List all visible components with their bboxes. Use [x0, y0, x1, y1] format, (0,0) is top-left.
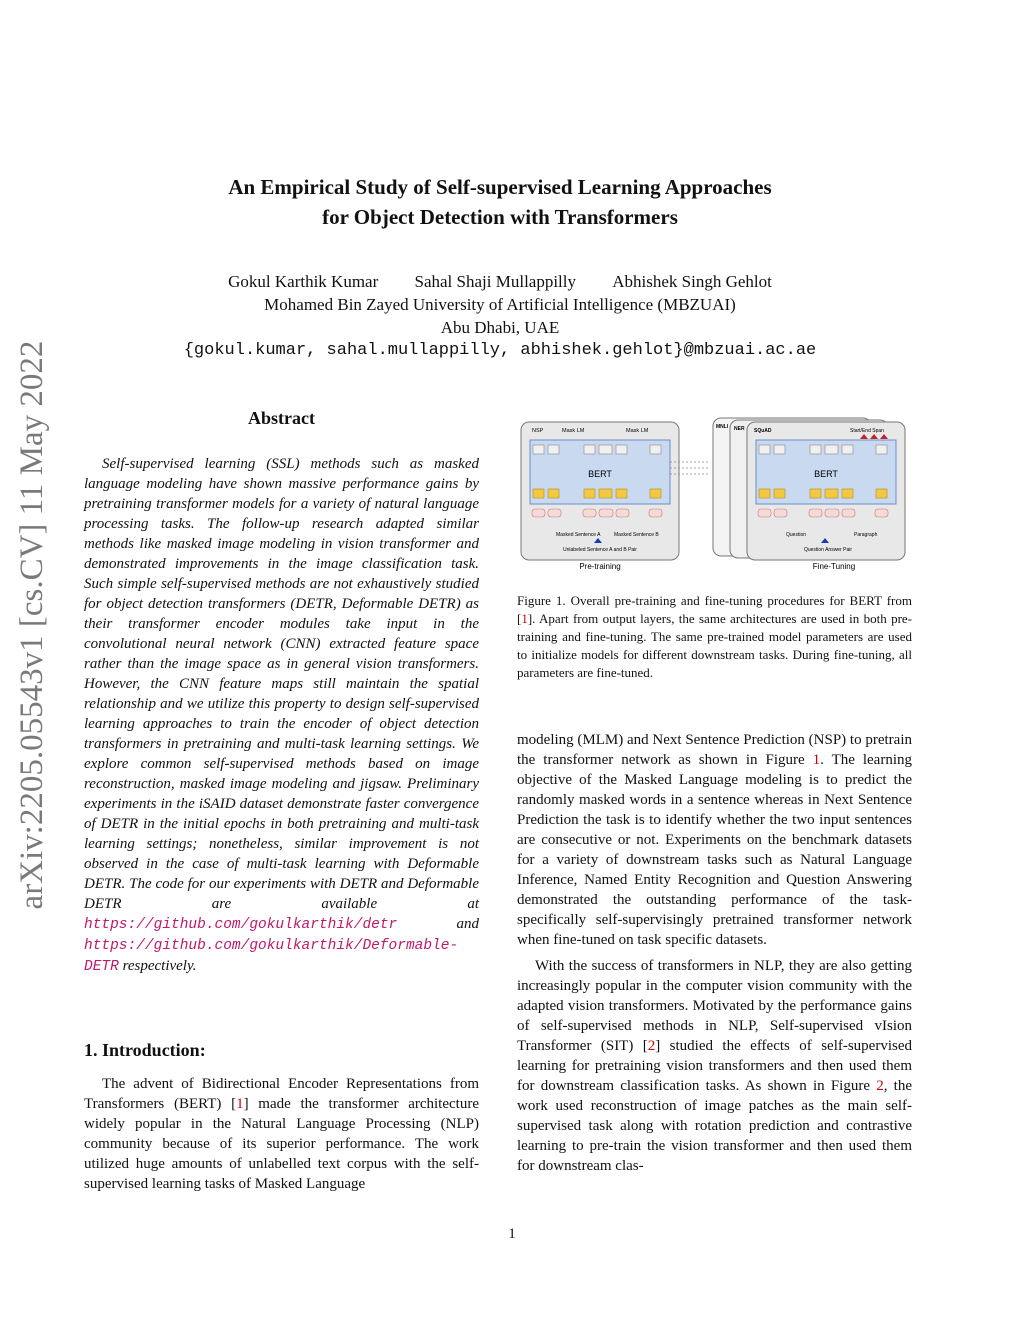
arxiv-sidebar	[14, 300, 64, 950]
figure-2-ref[interactable]: 2	[876, 1078, 884, 1094]
ner-label: NER	[734, 426, 745, 432]
masked-a-label: Masked Sentence A	[556, 532, 601, 538]
question-label: Question	[786, 532, 807, 538]
intro-text-a: The advent of Bidirectional Encoder Representations from Transformers (BERT) [	[84, 1076, 479, 1112]
paper-title	[120, 172, 880, 232]
author-2: Sahal Shaji Mullappilly	[414, 272, 577, 291]
right-column-text	[517, 730, 912, 1176]
arxiv-identifier: arXiv:2205.05543v1 [cs.CV] 11 May 2022	[14, 340, 50, 910]
citation-2[interactable]: 2	[647, 1038, 656, 1054]
right-paragraph-2	[517, 956, 912, 1176]
masked-b-label: Masked Sentence B	[614, 532, 659, 538]
affiliation: Mohamed Bin Zayed University of Artificial Intelligence (MBZUAI)	[264, 295, 736, 314]
right-p2-a: With the success of transformers in NLP, they are also getting increasingly popular in the computer vision community with the adapted vision transformers. Motivated by the performance gains of self-supervised methods in NLP, Self-supervised vIsion Transformer (SIT) [	[517, 958, 912, 1054]
title-line-1: An Empirical Study of Self-supervised Learning Approaches	[228, 175, 772, 199]
author-1: Gokul Karthik Kumar	[228, 272, 379, 291]
author-emails: {gokul.kumar, sahal.mullappilly, abhishek.gehlot}@mbzuai.ac.ae	[183, 341, 817, 360]
detr-code-link[interactable]: https://github.com/gokulkarthik/detr	[84, 917, 398, 933]
author-names	[100, 270, 900, 293]
figure-1-ref[interactable]: 1	[812, 752, 821, 768]
figure-1	[518, 412, 918, 582]
abstract-body	[84, 454, 479, 977]
span-arrows	[860, 434, 888, 439]
intro-heading: 1. Introduction:	[84, 1040, 206, 1060]
caption-citation[interactable]: 1	[521, 611, 528, 626]
author-block	[100, 270, 900, 362]
nsp-label: NSP	[532, 428, 544, 434]
author-3: Abhishek Singh Gehlot	[612, 272, 772, 291]
caption-text-a: Figure 1. Overall pre-training and fine-tuning procedures for BERT from [	[517, 593, 912, 626]
bert-diagram	[518, 412, 918, 582]
abstract-text: Self-supervised learning (SSL) methods such as masked language modeling have shown massive performance gains by pretraining transformer models for a variety of natural language processing tasks. The follow-up research adapted similar methods like masked image modeling in vision transformer and demonstrated improvements in the image classification task. Such simple self-supervised methods are not exhaustively studied for object detection transformers (DETR, Deformable DETR) as their transformer encoder modules take input in the convolutional neural network (CNN) extracted feature space rather than the image space as in general vision transformers. However, the CNN feature maps still maintain the spatial relationship and we utilize this property to design self-supervised learning approaches to train the encoder of object detection transformers in pretraining and multi-task learning settings. We explore common self-supervised methods based on image reconstruction, masked image modeling and jigsaw. Preliminary experiments in the iSAID dataset demonstrate faster convergence of DETR in the initial epochs in both pretraining and multi-task learning settings; nonetheless, similar improvement is not observed in the case of multi-task learning with Deformable DETR. The code for our experiments with DETR and Deformable DETR are available at	[84, 456, 479, 912]
mnli-label: MNLI	[716, 424, 729, 430]
right-p1-b: . The learning objective of the Masked Language modeling is to predict the randomly masked words in a sentence whereas in Next Sentence Prediction the task is to identify whether the two input sentences are consecutive or not. Experiments on the benchmark datasets for a variety of downstream tasks such as Natural Language Inference, Named Entity Recognition and Question Answering demonstrated the outstanding performance of the task-specifically self-supervisingly pretrained transformer network when fine-tuned on task specific datasets.	[517, 752, 912, 948]
right-p2-b: ] studied the effects of self-supervised learning for pretraining vision transformers and then used them for downstream classification tasks. As shown in Figure	[517, 1038, 913, 1094]
span-label: Start/End Span	[850, 428, 884, 434]
squad-label: SQuAD	[754, 428, 772, 434]
title-line-2: for Object Detection with Transformers	[322, 205, 678, 229]
mask-lm-label-2: Mask LM	[626, 428, 649, 434]
and-word: and	[456, 916, 479, 932]
mask-lm-label-1: Mask LM	[562, 428, 585, 434]
intro-text-b: ] made the transformer architecture widely popular in the Natural Language Processing (NLP) community because of its superior performance. The work utilized huge amounts of unlabelled text corpus with the self-supervised learning tasks of Masked Language	[84, 1096, 479, 1192]
qa-pair-label: Question Answer Pair	[803, 547, 853, 553]
paragraph-label: Paragraph	[854, 532, 878, 538]
deformable-detr-code-link[interactable]: https://github.com/gokulkarthik/Deformable-DETR	[84, 938, 459, 975]
caption-text-b: ]. Apart from output layers, the same architectures are used in both pre-training and fine-tuning. The same pre-trained model parameters are used to initialize models for different downstream tasks. During fine-tuning, all parameters are fine-tuned.	[517, 611, 912, 680]
bert-label-right: BERT	[814, 469, 838, 479]
right-paragraph-1	[517, 730, 912, 950]
finetuning-caption: Fine-Tuning	[812, 562, 856, 571]
page-number: 1	[508, 1226, 516, 1242]
intro-paragraph	[84, 1074, 479, 1194]
respectively-word: respectively.	[122, 958, 197, 974]
right-p2-c: , the work used reconstruction of image patches as the main self-supervised task along with rotation prediction and contrastive learning to pre-train the vision transformer and then used them for downstream clas-	[517, 1078, 912, 1174]
right-p1-a: modeling (MLM) and Next Sentence Prediction (NSP) to pretrain the transformer network as shown in Figure	[517, 732, 912, 768]
pretraining-caption: Pre-training	[579, 562, 621, 571]
figure-1-caption	[517, 592, 912, 682]
unlabeled-pair-label: Unlabeled Sentence A and B Pair	[563, 547, 637, 553]
citation-1[interactable]: 1	[236, 1096, 244, 1112]
abstract-heading: Abstract	[248, 408, 315, 428]
location: Abu Dhabi, UAE	[440, 318, 560, 337]
bert-label-left: BERT	[588, 469, 612, 479]
